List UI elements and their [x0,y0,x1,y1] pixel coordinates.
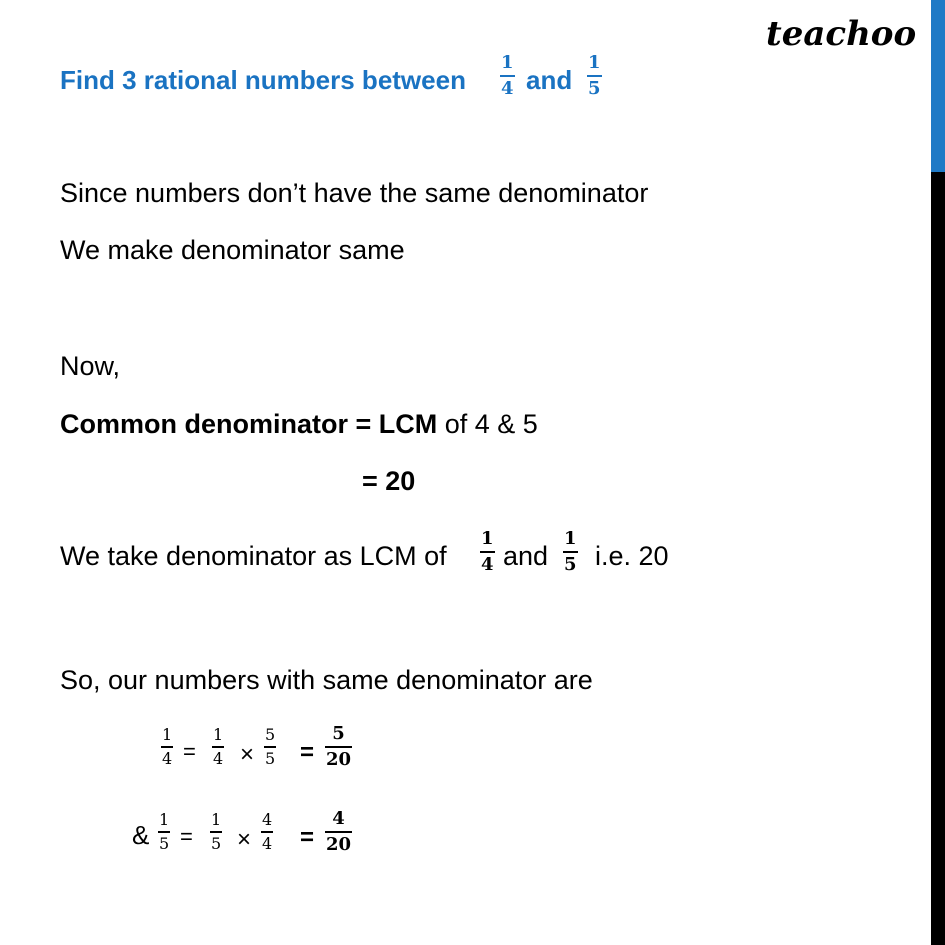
eq1-equals-2: = [300,739,315,766]
text-line-3: Now, [60,351,121,381]
numerator: 1 [481,528,494,549]
denominator: 20 [326,748,352,770]
text-line-7: So, our numbers with same denominator are [60,665,593,695]
denominator: 5 [211,833,222,853]
denominator: 4 [481,553,494,575]
eq2-fraction-a [210,812,222,852]
denominator: 5 [265,748,276,768]
eq2-equals: = [180,824,193,849]
title-and: and [526,65,573,95]
denominator: 5 [159,833,170,853]
eq1-equals: = [183,739,196,764]
denominator: 4 [262,833,273,853]
text-line-2: We make denominator same [60,235,405,265]
eq2-times: × [237,826,252,853]
numerator: 5 [332,723,345,744]
text-line-6-ie: i.e. 20 [595,541,669,571]
eq1-lhs-fraction [161,727,173,767]
common-denominator-label: Common denominator = LCM [60,409,438,439]
denominator: 4 [501,77,514,99]
title-fraction-1 [500,54,515,98]
numerator: 1 [211,810,222,829]
numerator: 4 [332,808,345,829]
eq2-fraction-b [261,812,273,852]
text-line-1: Since numbers don’t have the same denominator [60,178,649,208]
text-line-6: We take denominator as LCM of [60,541,447,571]
teachoo-logo: teachoo [766,14,917,54]
eq1-fraction-a [212,727,224,767]
denominator: 4 [213,748,224,768]
numerator: 1 [501,52,514,73]
denominator: 20 [326,833,352,855]
eq2-ampersand: & [132,820,150,850]
eq2-equals-2: = [300,824,315,851]
lcm-fraction-2 [563,530,578,574]
numerator: 4 [262,810,273,829]
denominator: 4 [162,748,173,768]
numerator: 1 [162,725,173,744]
eq1-times: × [240,741,255,768]
numerator: 1 [588,52,601,73]
eq2-result-fraction [325,810,352,854]
denominator: 5 [564,553,577,575]
eq1-fraction-b [264,727,276,767]
numerator: 1 [564,528,577,549]
lcm-of-label: of 4 & 5 [437,409,538,439]
numerator: 1 [213,725,224,744]
denominator: 5 [588,77,601,99]
numerator: 1 [159,810,170,829]
lcm-result: = 20 [362,466,416,496]
text-line-4 [60,411,538,438]
title-fraction-2 [587,54,602,98]
scrollbar-thumb[interactable] [931,0,945,172]
question-title: Find 3 rational numbers between [60,65,466,95]
lcm-fraction-1 [480,530,495,574]
eq1-result-fraction [325,725,352,769]
numerator: 5 [265,725,276,744]
text-line-6-and: and [503,541,549,571]
eq2-lhs-fraction [158,812,170,852]
